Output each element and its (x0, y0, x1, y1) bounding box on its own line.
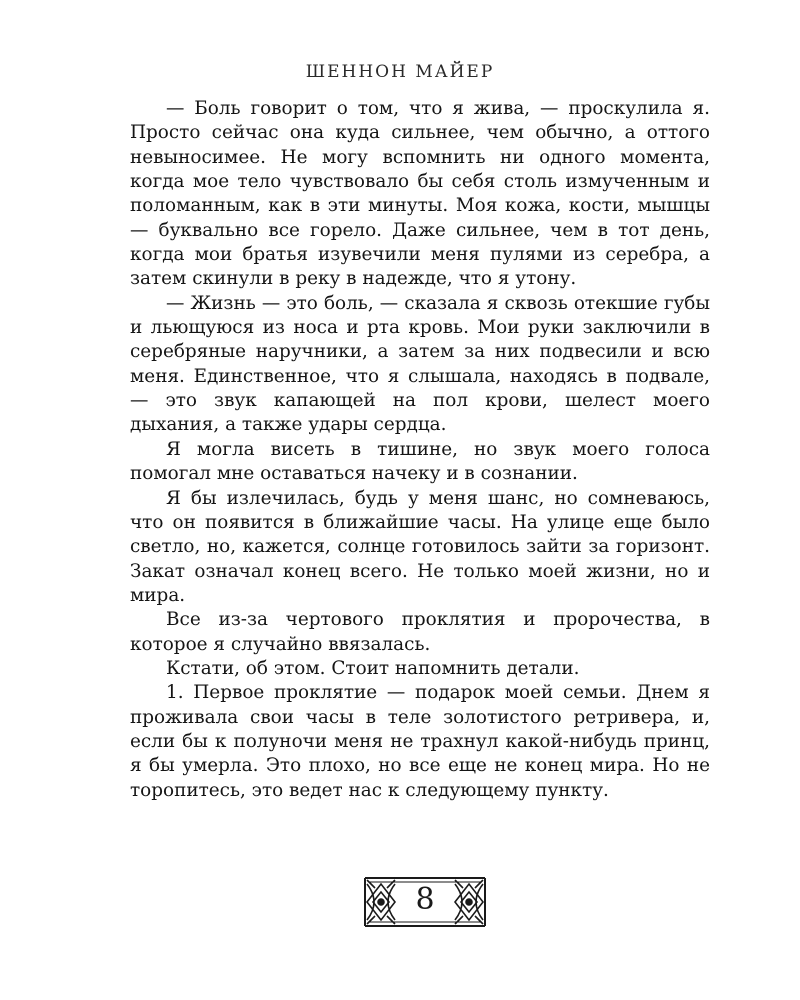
running-title: ШЕННОН МАЙЕР (305, 62, 495, 82)
page-number: 8 (415, 882, 435, 917)
paragraph: 1. Первое проклятие — подарок моей семьи. Днем я проживала свои часы в теле золотистого ретривера, и, если бы к полуночи меня не трахнул какой-нибудь принц, я бы умерла. Это плохо, но все еще не конец мира. Но не торопитесь, это ведет нас к следующему пункту. (130, 682, 710, 801)
page-number-ornament (355, 872, 495, 932)
body-text (130, 97, 710, 803)
paragraph: Я могла висеть в тишине, но звук моего голоса помогал мне оставаться начеку и в сознании. (130, 438, 710, 485)
paragraph: — Жизнь — это боль, — сказала я сквозь отекшие губы и льющуюся из носа и рта кровь. Мои руки заключили в серебряные наручники, а затем за них подвесили и всю меня. Единственное, что я слышала, находясь в подвале, — это звук капающей на пол крови, шелест моего дыхания, а также удары сердца. (130, 292, 710, 436)
paragraph: — Боль говорит о том, что я жива, — проскулила я. Просто сейчас она куда сильнее, чем обычно, а оттого невыносимее. Не могу вспомнить ни одного момента, когда мое тело чувствовало бы себя столь измученным и поломанным, как в эти минуты. Моя кожа, кости, мышцы — буквально все горело. Даже сильнее, чем в тот день, когда мои братья изувечили меня пулями из серебра, а затем скинули в реку в надежде, что я утону. (130, 98, 710, 290)
paragraph: Я бы излечилась, будь у меня шанс, но сомневаюсь, что он появится в ближайшие часы. На улице еще было светло, но, кажется, солнце готовилось зайти за горизонт. Закат означал конец всего. Не только моей жизни, но и мира. (130, 487, 710, 606)
paragraph: Кстати, об этом. Стоит напомнить детали. (166, 657, 580, 679)
paragraph: Все из-за чертового проклятия и пророчества, в которое я случайно ввязалась. (130, 609, 710, 655)
